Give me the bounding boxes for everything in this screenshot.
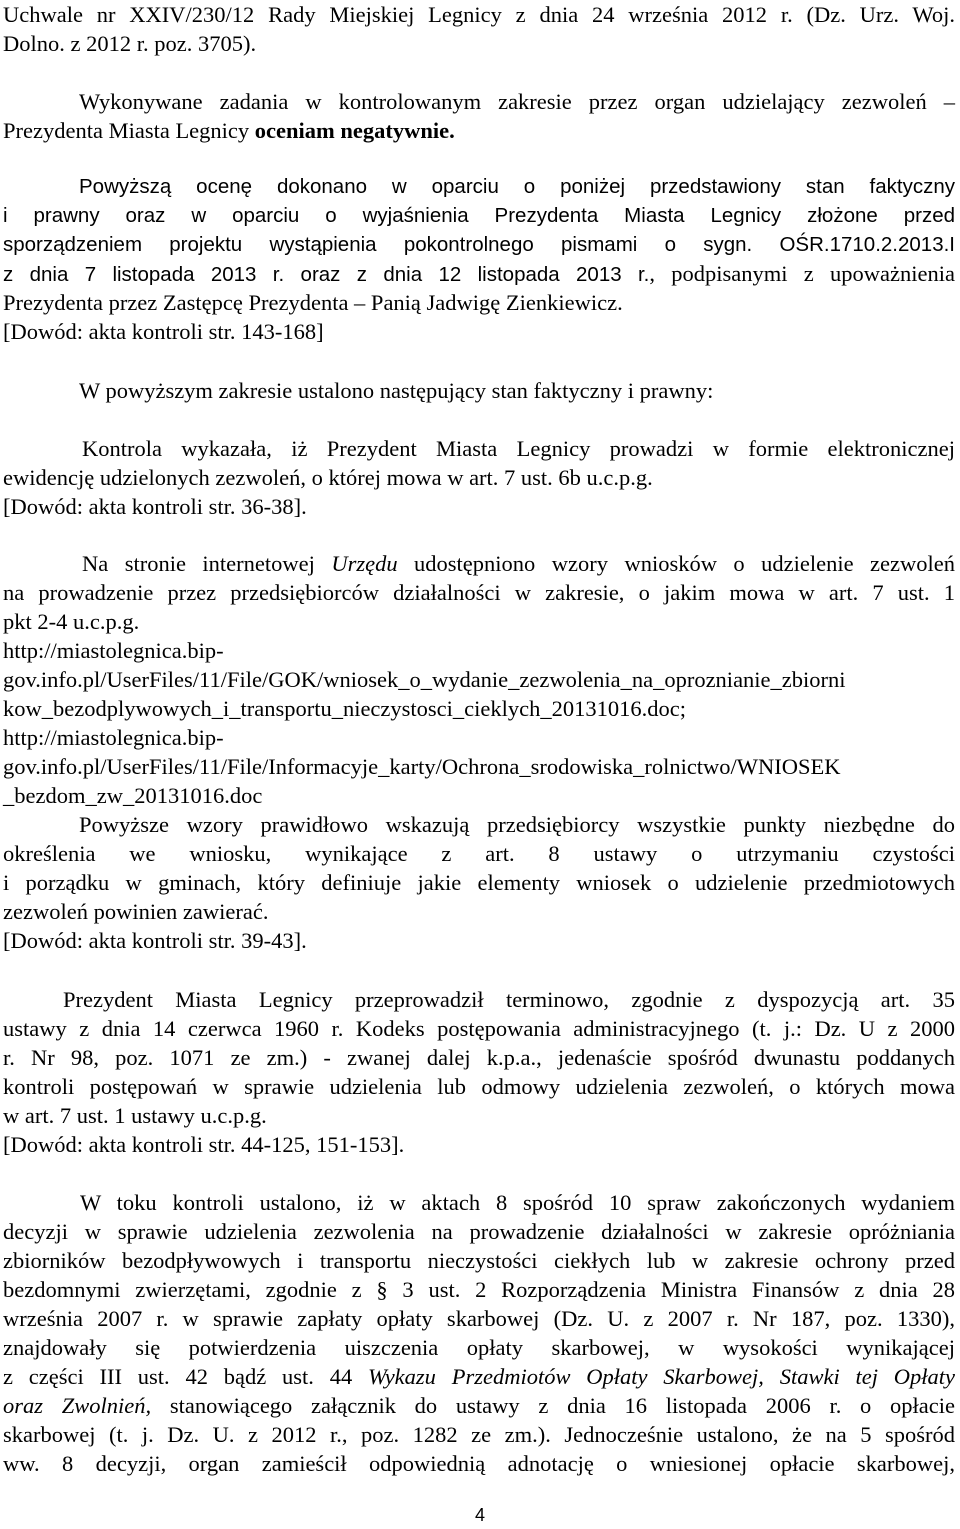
text-span: skarbowej (t. j. Dz. U. z 2012 r., poz. 1282 ze zm.). Jednocześnie ustalono, że na 5 spośród <box>3 1422 955 1447</box>
text-line <box>3 492 955 521</box>
text-span: Powyższą ocenę dokonano w oparciu o poniżej przedstawiony stan faktyczny <box>79 175 955 198</box>
text-line <box>3 87 955 116</box>
text-span: udostępniono wzory wniosków o udzielenie zezwoleń <box>397 551 955 576</box>
text-line <box>3 201 955 230</box>
url-line[interactable] <box>3 636 955 665</box>
text-span: i porządku w gminach, który definiuje jakie elementy wniosek o udzielenie przedmiotowych <box>3 870 955 895</box>
evidence-reference: [Dowód: akta kontroli str. 143-168] <box>3 319 324 344</box>
text-line <box>3 1130 955 1159</box>
text-line <box>3 1246 955 1275</box>
text-line <box>3 29 955 58</box>
page-number: 4 <box>474 1505 485 1525</box>
text-line <box>3 1333 955 1362</box>
text-span: ww. 8 decyzji, organ zamieścił odpowiednią adnotację o wniesionej opłacie skarbowej, <box>3 1451 955 1476</box>
url-text[interactable]: http://miastolegnica.bip- <box>3 725 224 750</box>
text-span: stanowiącego załącznik do ustawy z dnia 16 listopada 2006 r. o opłacie <box>151 1393 955 1418</box>
text-line <box>3 463 955 492</box>
url-text[interactable]: gov.info.pl/UserFiles/11/File/Informacyje_karty/Ochrona_srodowiska_rolnictwo/WNIOSEK <box>3 754 841 779</box>
text-span: sporządzeniem projektu wystąpienia pokontrolnego pismami o sygn. OŚR.1710.2.2013.I <box>3 233 955 256</box>
url-line[interactable] <box>3 781 955 810</box>
text-span: oraz Zwolnień, <box>3 1393 152 1418</box>
text-span: zbiorników bezodpływowych i transportu nieczystości ciekłych lub w zakresie ochrony przed <box>3 1248 955 1273</box>
text-span: określenia we wniosku, wynikające z art. 8 ustawy o utrzymaniu czystości <box>3 841 955 866</box>
text-span: , podpisanymi z upoważnienia <box>649 261 955 286</box>
url-text[interactable]: gov.info.pl/UserFiles/11/File/GOK/wniosek_o_wydanie_zezwolenia_na_oproznianie_zbiorni <box>3 667 846 692</box>
text-span: znajdowały się potwierdzenia uiszczenia opłaty skarbowej, w wysokości wynikającej <box>3 1335 955 1360</box>
text-span: Prezydenta przez Zastępcę Prezydenta – Panią Jadwigę Zienkiewicz. <box>3 290 623 315</box>
text-line <box>3 897 955 926</box>
text-span: w art. 7 ust. 1 ustawy u.c.p.g. <box>3 1103 267 1128</box>
text-span: Powyższe wzory prawidłowo wskazują przedsiębiorcy wszystkie punkty niezbędne do <box>79 812 955 837</box>
text-span: Wykonywane zadania w kontrolowanym zakresie przez organ udzielający zezwoleń – <box>79 89 955 114</box>
text-line <box>3 317 955 346</box>
text-span: września 2007 r. w sprawie zapłaty opłaty skarbowej (Dz. U. z 2007 r. Nr 187, poz. 1330), <box>3 1306 955 1331</box>
text-line <box>3 1188 955 1217</box>
text-line <box>3 376 955 405</box>
text-line <box>3 578 955 607</box>
text-line <box>3 1043 955 1072</box>
text-line <box>3 926 955 955</box>
text-line <box>3 116 955 145</box>
text-span: kontroli postępowań w sprawie udzielenia lub odmowy udzielenia zezwoleń, o których mowa <box>3 1074 955 1099</box>
text-span: z dnia 7 listopada 2013 r. oraz z dnia 12 listopada 2013 r. <box>3 263 650 286</box>
text-line <box>3 172 955 201</box>
text-line <box>3 259 955 289</box>
text-line <box>3 1014 955 1043</box>
evidence-reference: [Dowód: akta kontroli str. 39-43]. <box>3 928 307 953</box>
text-span: na prowadzenie przez przedsiębiorców działalności w zakresie, o jakim mowa w art. 7 ust. 1 <box>3 580 955 605</box>
text-line <box>3 810 955 839</box>
text-span: Urzędu <box>331 551 398 576</box>
text-span: Prezydenta Miasta Legnicy <box>3 118 255 143</box>
text-span: Prezydent Miasta Legnicy przeprowadził terminowo, zgodnie z dyspozycją art. 35 <box>63 987 955 1012</box>
text-line <box>3 1362 955 1391</box>
text-span: Na stronie internetowej <box>82 551 332 576</box>
text-span: ewidencję udzielonych zezwoleń, o której mowa w art. 7 ust. 6b u.c.p.g. <box>3 465 653 490</box>
text-line <box>3 0 955 29</box>
text-line <box>3 230 955 259</box>
text-line <box>3 1391 955 1420</box>
url-text[interactable]: kow_bezodplywowych_i_transportu_nieczystosci_cieklych_20131016.doc; <box>3 696 686 721</box>
text-span: decyzji w sprawie udzielenia zezwolenia na prowadzenie działalności w zakresie opróżniania <box>3 1219 955 1244</box>
evidence-reference: [Dowód: akta kontroli str. 44-125, 151-153]. <box>3 1132 405 1157</box>
text-line <box>3 1449 955 1478</box>
evidence-reference: [Dowód: akta kontroli str. 36-38]. <box>3 494 307 519</box>
text-line <box>3 549 955 578</box>
text-line <box>3 1304 955 1333</box>
assessment-result: oceniam negatywnie. <box>254 118 455 143</box>
url-line[interactable] <box>3 694 955 723</box>
text-line <box>3 1420 955 1449</box>
text-span: bezdomnymi zwierzętami, zgodnie z § 3 ust. 2 Rozporządzenia Ministra Finansów z dnia 28 <box>3 1277 955 1302</box>
text-line <box>3 985 955 1014</box>
text-span: pkt 2-4 u.c.p.g. <box>3 609 140 634</box>
url-line[interactable] <box>3 723 955 752</box>
text-span: r. Nr 98, poz. 1071 ze zm.) - zwanej dalej k.p.a., jedenaście spośród dwunastu poddanych <box>3 1045 955 1070</box>
url-line[interactable] <box>3 752 955 781</box>
text-span: z części III ust. 42 bądź ust. 44 <box>3 1364 369 1389</box>
url-text[interactable]: http://miastolegnica.bip- <box>3 638 224 663</box>
text-span: W toku kontroli ustalono, iż w aktach 8 spośród 10 spraw zakończonych wydaniem <box>80 1190 955 1215</box>
text-span: Wykazu Przedmiotów Opłaty Skarbowej, Stawki tej Opłaty <box>368 1364 956 1389</box>
text-line <box>3 607 955 636</box>
text-span: W powyższym zakresie ustalono następujący stan faktyczny i prawny: <box>79 378 714 403</box>
text-span: zezwoleń powinien zawierać. <box>3 899 269 924</box>
url-line[interactable] <box>3 665 955 694</box>
text-line <box>3 1101 955 1130</box>
text-span: Kontrola wykazała, iż Prezydent Miasta Legnicy prowadzi w formie elektronicznej <box>82 436 955 461</box>
text-line <box>3 288 955 317</box>
text-span: Uchwale nr XXIV/230/12 Rady Miejskiej Legnicy z dnia 24 września 2012 r. (Dz. Urz. Woj. <box>3 2 955 27</box>
url-text[interactable]: _bezdom_zw_20131016.doc <box>3 783 263 808</box>
text-line <box>3 1217 955 1246</box>
text-line <box>3 1072 955 1101</box>
text-span: Dolno. z 2012 r. poz. 3705). <box>3 31 257 56</box>
text-span: i prawny oraz w oparciu o wyjaśnienia Prezydenta Miasta Legnicy złożone przed <box>3 204 955 227</box>
text-line <box>3 868 955 897</box>
text-line <box>3 434 955 463</box>
text-line <box>3 839 955 868</box>
text-span: ustawy z dnia 14 czerwca 1960 r. Kodeks postępowania administracyjnego (t. j.: Dz. U z 2000 <box>3 1016 955 1041</box>
text-line <box>3 1275 955 1304</box>
